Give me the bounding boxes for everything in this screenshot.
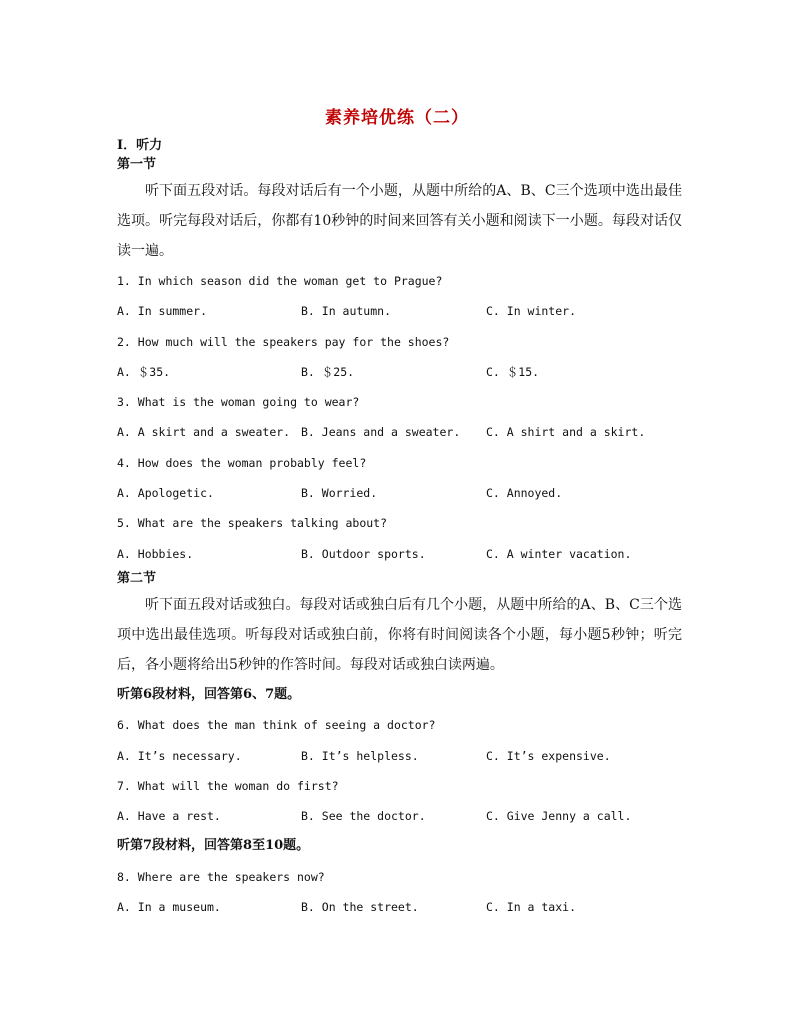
option-b: B. On the street.	[301, 900, 419, 915]
question-1: 1. In which season did the woman get to Prague?	[117, 274, 443, 288]
question-2: 2. How much will the speakers pay for the shoes?	[117, 334, 450, 349]
page-title: 素养培优练（二）	[325, 108, 469, 128]
option-b: B. See the doctor.	[301, 809, 426, 824]
option-c: C. It’s expensive.	[486, 748, 611, 763]
question-3: 3. What is the woman going to wear?	[117, 395, 360, 410]
section-heading: Ⅰ．听力	[117, 138, 163, 153]
option-c: C. A shirt and a skirt.	[486, 425, 646, 440]
option-a: A. In a museum.	[117, 900, 221, 915]
option-c: C. Annoyed.	[486, 486, 563, 501]
question-5-options	[117, 539, 682, 569]
question-4-options	[117, 478, 682, 508]
question-5: 5. What are the speakers talking about?	[117, 516, 388, 531]
part2-instructions: 听下面五段对话或独白。每段对话或独白后有几个小题，从题中所给的A、B、C三个选项中选出最佳选项。听每段对话或独白前，你将有时间阅读各个小题，每小题5秒钟；听完后，各小题将给出5秒钟的作答时间。每段对话或独白读两遍。	[117, 596, 682, 673]
option-b: B. In autumn.	[301, 304, 392, 319]
option-b: B. ＄25.	[301, 364, 355, 379]
question-7: 7. What will the woman do first?	[117, 778, 339, 793]
material-6-heading: 听第6段材料，回答第6、7题。	[117, 686, 301, 702]
option-c: C. In a taxi.	[486, 900, 577, 915]
material-7-heading: 听第7段材料，回答第8至10题。	[117, 838, 310, 854]
option-a: A. It’s necessary.	[117, 748, 242, 763]
option-a: A. In summer.	[117, 304, 208, 319]
question-2-options	[117, 357, 682, 387]
question-6: 6. What does the man think of seeing a doctor?	[117, 718, 436, 733]
document-content	[117, 136, 682, 922]
question-3-options	[117, 417, 682, 447]
option-b: B. Jeans and a sweater.	[301, 425, 461, 440]
question-6-options	[117, 741, 682, 771]
question-8: 8. Where are the speakers now?	[117, 869, 325, 884]
part1-heading: 第一节	[117, 157, 157, 172]
option-b: B. Worried.	[301, 486, 378, 501]
question-8-options	[117, 892, 682, 922]
part1-instructions: 听下面五段对话。每段对话后有一个小题，从题中所给的A、B、C三个选项中选出最佳选项。听完每段对话后，你都有10秒钟的时间来回答有关小题和阅读下一小题。每段对话仅读一遍。	[117, 183, 682, 259]
option-c: C. In winter.	[486, 304, 577, 319]
option-a: A. Have a rest.	[117, 809, 221, 824]
question-1-options	[117, 296, 682, 326]
option-a: A. ＄35.	[117, 364, 171, 379]
option-a: A. Apologetic.	[117, 486, 214, 501]
option-c: C. ＄15.	[486, 364, 540, 379]
option-b: B. It’s helpless.	[301, 748, 419, 763]
part2-heading: 第二节	[117, 570, 157, 586]
option-a: A. A skirt and a sweater.	[117, 425, 291, 440]
option-a: A. Hobbies.	[117, 546, 194, 561]
option-b: B. Outdoor sports.	[301, 546, 426, 561]
question-7-options	[117, 801, 682, 831]
option-c: C. Give Jenny a call.	[486, 809, 632, 824]
option-c: C. A winter vacation.	[486, 546, 632, 561]
question-4: 4. How does the woman probably feel?	[117, 455, 367, 470]
